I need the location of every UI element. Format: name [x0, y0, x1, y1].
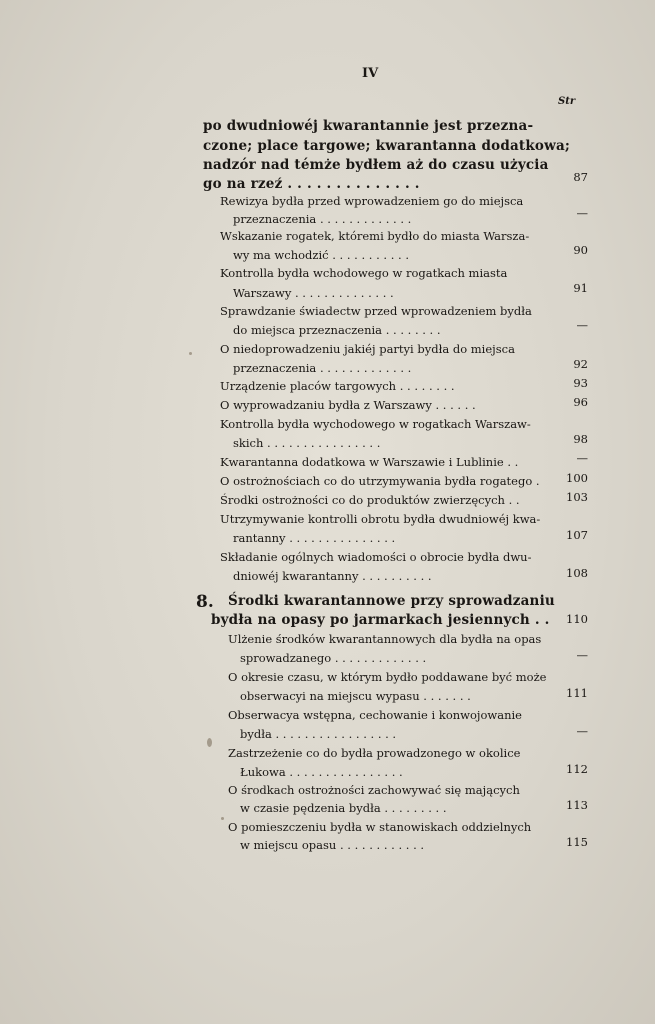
toc-entry-line: Obserwacya wstępna, cechowanie i konwojowanie	[228, 708, 522, 722]
toc-entry-line: Warszawy . . . . . . . . . . . . . .	[233, 286, 394, 300]
toc-entry-page: 98	[573, 432, 588, 446]
toc-entry-line: przeznaczenia . . . . . . . . . . . . .	[233, 361, 412, 375]
section-number: 8.	[196, 592, 214, 612]
toc-entry-line: Rewizya bydła przed wprowadzeniem go do miejsca	[220, 194, 524, 208]
toc-entry-line: Składanie ogólnych wiadomości o obrocie bydła dwu-	[220, 550, 532, 564]
toc-entry-line: Kontrolla bydła wchodowego w rogatkach miasta	[220, 266, 508, 280]
toc-entry-line: do miejsca przeznaczenia . . . . . . . .	[233, 323, 441, 337]
toc-entry-line: Ulżenie środków kwarantannowych dla bydła na opas	[228, 632, 542, 646]
toc-entry-line: bydła . . . . . . . . . . . . . . . . .	[240, 727, 397, 741]
toc-entry-line: Sprawdzanie świadectw przed wprowadzeniem bydła	[220, 304, 532, 318]
toc-entry-line: Zastrzeżenie co do bydła prowadzonego w okolice	[228, 746, 521, 760]
toc-entry-line: Urządzenie placów targowych . . . . . . . .	[220, 379, 455, 393]
intro-page: 87	[573, 170, 588, 184]
toc-entry-page: 96	[573, 395, 588, 409]
toc-entry-line: w miejscu opasu . . . . . . . . . . . .	[240, 838, 425, 852]
toc-entry-line: O ostrożnościach co do utrzymywania bydła rogatego .	[220, 474, 540, 488]
toc-entry-line: O pomieszczeniu bydła w stanowiskach oddzielnych	[228, 820, 532, 834]
page-column-label: Str	[558, 96, 576, 107]
toc-entry-page: —	[576, 648, 588, 662]
intro-line: go na rzeź . . . . . . . . . . . . . .	[203, 176, 420, 192]
intro-line: po dwudniowéj kwarantannie jest przezna-	[203, 118, 534, 134]
toc-entry-line: Utrzymywanie kontrolli obrotu bydła dwudniowéj kwa-	[220, 512, 541, 526]
toc-entry-page: 90	[573, 243, 588, 257]
toc-entry-page: 111	[566, 686, 588, 700]
toc-entry-line: Łukowa . . . . . . . . . . . . . . . .	[240, 765, 403, 779]
toc-entry-page: 108	[566, 566, 588, 580]
intro-line: nadzór nad témże bydłem aż do czasu użycia	[203, 157, 549, 173]
toc-entry-line: sprowadzanego . . . . . . . . . . . . .	[240, 651, 427, 665]
toc-entry-page: 112	[566, 762, 588, 776]
section-page: 110	[566, 612, 588, 626]
toc-entry-page: 91	[573, 281, 588, 295]
toc-entry-line: obserwacyi na miejscu wypasu . . . . . . .	[240, 689, 471, 703]
ink-spot	[207, 738, 212, 747]
toc-entry-line: O wyprowadzaniu bydła z Warszawy . . . . . .	[220, 398, 476, 412]
toc-entry-page: 100	[566, 471, 588, 485]
toc-entry-line: w czasie pędzenia bydła . . . . . . . . .	[240, 801, 447, 815]
toc-entry-page: 92	[573, 357, 588, 371]
toc-entry-line: Środki ostrożności co do produktów zwierzęcych . .	[220, 493, 520, 507]
toc-entry-line: O okresie czasu, w którym bydło poddawane być może	[228, 670, 547, 684]
toc-entry-page: —	[576, 206, 588, 220]
toc-entry-page: 115	[566, 835, 588, 849]
toc-entry-line: skich . . . . . . . . . . . . . . . .	[233, 436, 381, 450]
toc-entry-page: —	[576, 451, 588, 465]
toc-entry-page: 103	[566, 490, 588, 504]
toc-entry-line: O niedoprowadzeniu jakiéj partyi bydła do miejsca	[220, 342, 515, 356]
page-number: IV	[362, 66, 379, 81]
toc-entry-page: —	[576, 724, 588, 738]
ink-spot	[221, 817, 224, 820]
toc-entry-line: Kwarantanna dodatkowa w Warszawie i Lublinie . .	[220, 455, 519, 469]
section-heading-line: Środki kwarantannowe przy sprowadzaniu	[228, 593, 555, 609]
ink-spot	[189, 352, 192, 355]
toc-entry-line: Kontrolla bydła wychodowego w rogatkach Warszaw-	[220, 417, 531, 431]
toc-entry-line: O środkach ostrożności zachowywać się mających	[228, 783, 520, 797]
toc-entry-page: 113	[566, 798, 588, 812]
toc-entry-line: rantanny . . . . . . . . . . . . . . .	[233, 531, 396, 545]
toc-entry-page: 107	[566, 528, 588, 542]
section-heading-line: bydła na opasy po jarmarkach jesiennych . .	[211, 612, 550, 628]
toc-entry-line: przeznaczenia . . . . . . . . . . . . .	[233, 212, 412, 226]
toc-entry-page: 93	[573, 376, 588, 390]
toc-entry-line: dniowéj kwarantanny . . . . . . . . . .	[233, 569, 432, 583]
toc-entry-line: wy ma wchodzić . . . . . . . . . . .	[233, 248, 409, 262]
toc-entry-page: —	[576, 318, 588, 332]
toc-entry-line: Wskazanie rogatek, któremi bydło do miasta Warsza-	[220, 229, 530, 243]
intro-line: czone; place targowe; kwarantanna dodatkowa;	[203, 138, 571, 154]
